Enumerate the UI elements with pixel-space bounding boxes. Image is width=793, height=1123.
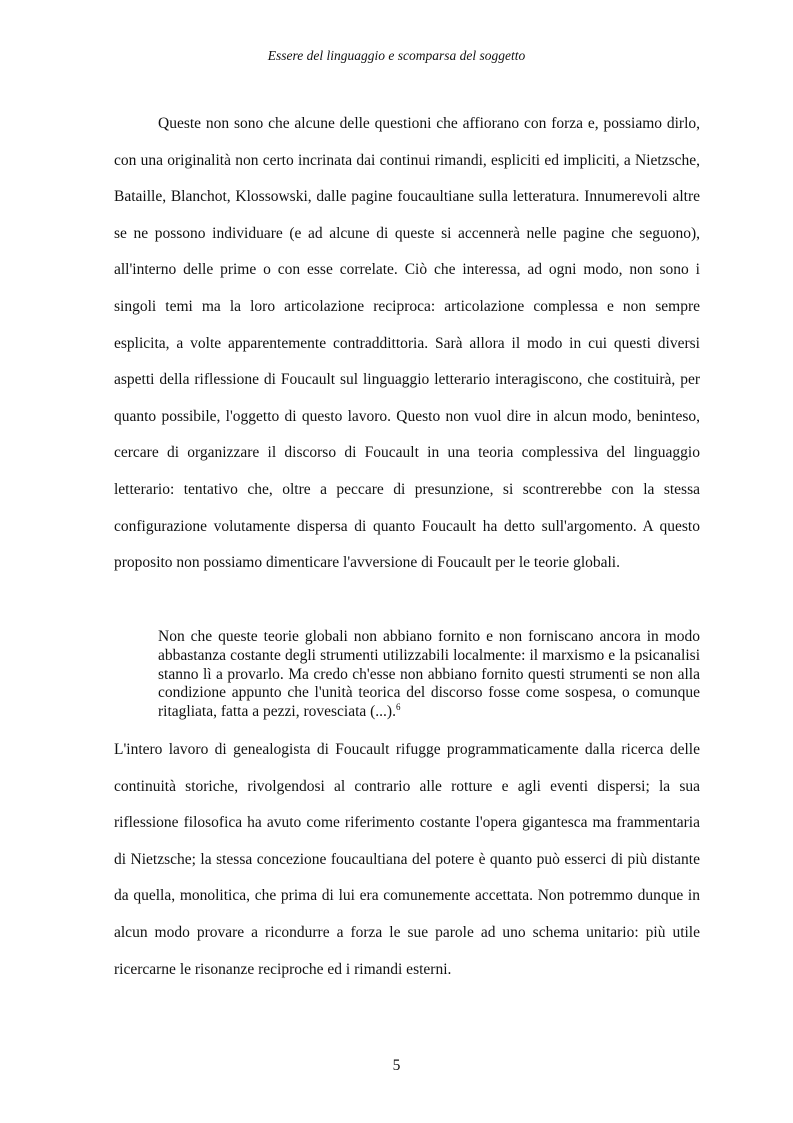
page-number: 5: [392, 1057, 401, 1074]
footnote-reference[interactable]: 6: [395, 702, 401, 713]
body-paragraph-1: Queste non sono che alcune delle questioni che affiorano con forza e, possiamo dirlo, con una originalità non certo incrinata dai continui rimandi, espliciti ed impliciti, a Nietzsche, Bataille, Blanchot, Klossowski, dalle pagine foucaultiane sulla letteratura. Innumerevoli altre se ne possono individuare (e ad alcune di queste si accennerà nelle pagine che seguono), all'interno delle prime o con esse correlate. Ciò che interessa, ad ogni modo, non sono i singoli temi ma la loro articolazione reciproca: articolazione complessa e non sempre esplicita, a volte apparentemente contraddittoria. Sarà allora il modo in cui questi diversi aspetti della riflessione di Foucault sul linguaggio letterario interagiscono, che costituirà, per quanto possibile, l'oggetto di questo lavoro. Questo non vuol dire in alcun modo, beninteso, cercare di organizzare il discorso di Foucault in una teoria complessiva del linguaggio letterario: tentativo che, oltre a peccare di presunzione, si scontrerebbe con la stessa configurazione volutamente dispersa di quanto Foucault ha detto sull'argomento. A questo proposito non possiamo dimenticare l'avversione di Foucault per le teorie globali.: [114, 115, 700, 572]
block-quote-text: Non che queste teorie globali non abbiano fornito e non forniscano ancora in modo abbastanza costante degli strumenti utilizzabili localmente: il marxismo e la psicanalisi stanno lì a provarlo. Ma credo ch'esse non abbiano fornito questi strumenti se non alla condizione appunto che l'unità teorica del discorso fosse come sospesa, o comunque ritagliata, fatta a pezzi, rovesciata (...).: [158, 628, 700, 721]
body-paragraph-2: L'intero lavoro di genealogista di Foucault rifugge programmaticamente dalla ricerca delle continuità storiche, rivolgendosi al contrario alle rotture e agli eventi dispersi; la sua riflessione filosofica ha avuto come riferimento costante l'opera gigantesca ma frammentaria di Nietzsche; la stessa concezione foucaultiana del potere è quanto può esserci di più distante da quella, monolitica, che prima di lui era comunemente accettata. Non potremmo dunque in alcun modo provare a ricondurre a forza le sue parole ad uno schema unitario: più utile ricercarne le risonanze reciproche ed i rimandi esterni.: [114, 741, 700, 978]
running-header: Essere del linguaggio e scomparsa del soggetto: [267, 48, 526, 63]
block-quote: [158, 628, 700, 722]
